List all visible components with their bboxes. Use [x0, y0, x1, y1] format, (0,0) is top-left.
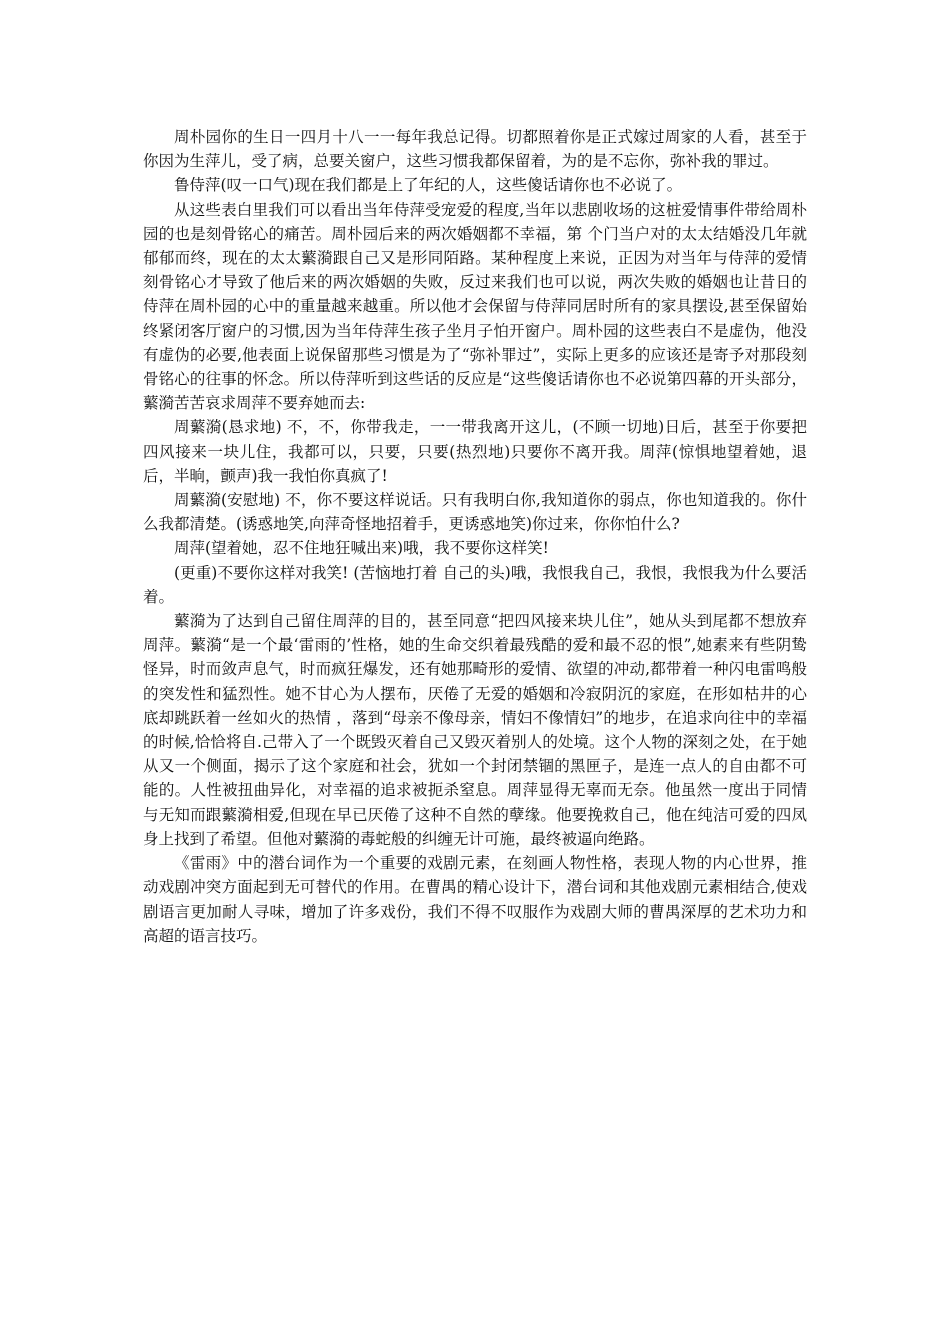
dialogue-zhou-fanyi-plea: 周蘩漪(恳求地) 不，不，你带我走，一一带我离开这儿，(不顾一切地)日后，甚至于你要把四风接来一块儿住，我都可以，只要，只要(热烈地)只要你不离开我。周萍(惊惧地望着她，退后，半晌，颤声)我一我怕你真疯了!: [143, 418, 807, 485]
conclusion-paragraph: 《雷雨》中的潜台词作为一个重要的戏剧元素，在刻画人物性格，表现人物的内心世界，推动戏剧冲突方面起到无可替代的作用。在曹禺的精心设计下，潜台词和其他戏剧元素相结合,使戏剧语言更加耐人寻味，增加了许多戏份，我们不得不叹服作为戏剧大师的曹禺深厚的艺术功力和高超的语言技巧。: [143, 854, 807, 945]
analysis-zhou-puyuan: 从这些表白里我们可以看出当年侍萍受宠爱的程度,当年以悲剧收场的这桩爱情事件带给周朴园的也是刻骨铭心的痛苦。周朴园后来的两次婚姻都不幸福，第 个门当户对的太太结婚没几年就郁郁而终，现在的太太蘩漪跟自己又是形同陌路。某种程度上来说，正因为对当年与侍萍的爱情刻骨铭心才导致了他后来的两次婚姻的失败，反过来我们也可以说，两次失败的婚姻也让昔日的侍萍在周朴园的心中的重量越来越重。所以他才会保留与侍萍同居时所有的家具摆设,甚至保留始终紧闭客厅窗户的习惯,因为当年侍萍生孩子坐月子怕开窗户。周朴园的这些表白不是虚伪，他没有虚伪的必要,他表面上说保留那些习惯是为了“弥补罪过”，实际上更多的应该还是寄予对那段刻骨铭心的往事的怀念。所以侍萍听到这些话的反应是“这些傻话请你也不必说第四幕的开头部分，蘩漪苦苦哀求周萍不要弃她而去:: [143, 200, 807, 413]
dialogue-lu-shiping: 鲁侍萍(叹一口气)现在我们都是上了年纪的人，这些傻话请你也不必说了。: [174, 176, 683, 195]
analysis-fanyi: 蘩漪为了达到自己留住周萍的目的，甚至同意“把四风接来块儿住”，她从头到尾都不想放弃周萍。蘩漪“是一个最‘雷雨的’性格，她的生命交织着最残酷的爱和最不忍的恨”,她素来有些阴鸷怪异，时而敛声息气，时而疯狂爆发，还有她那畸形的爱情、欲望的冲动,都带着一种闪电雷鸣般的突发性和猛烈性。她不甘心为人摆布，厌倦了无爱的婚姻和冷寂阴沉的家庭，在形如枯井的心底却跳跃着一丝如火的热情 ，落到“母亲不像母亲，情妇不像情妇”的地步，在追求向往中的幸福的时候,恰恰将自.己带入了一个既毁灭着自己又毁灭着别人的处境。这个人物的深刻之处，在于她从又一个侧面，揭示了这个家庭和社会，犹如一个封闭禁锢的黑匣子，是连一点人的自由都不可能的。人性被扭曲异化，对幸福的追求被扼杀窒息。周萍显得无辜而无奈。他虽然一度出于同情与无知而跟蘩漪相爱,但现在早已厌倦了这种不自然的孽缘。他要挽救自己，他在纯洁可爱的四凤身上找到了希望。但他对蘩漪的毒蛇般的纠缠无计可施，最终被逼向绝路。: [143, 612, 807, 848]
dialogue-zhou-fanyi-comfort: 周蘩漪(安慰地) 不，你不要这样说话。只有我明白你,我知道你的弱点，你也知道我的。你什么我都清楚。(诱惑地笑,向萍奇怪地招着手，更诱惑地笑)你过来，你你怕什么?: [143, 491, 807, 534]
dialogue-stage-direction: (更重)不要你这样对我笑! (苦恼地打着 自己的头)哦，我恨我自己，我恨，我恨我为什么要活着。: [143, 563, 807, 606]
dialogue-zhou-ping: 周萍(望着她，忍不住地狂喊出来)哦，我不要你这样笑!: [174, 539, 549, 558]
dialogue-zhou-puyuan: 周朴园你的生日一四月十八一一每年我总记得。切都照着你是正式嫁过周家的人看，甚至于你因为生萍儿，受了病，总要关窗户，这些习惯我都保留着，为的是不忘你，弥补我的罪过。: [143, 128, 807, 171]
document-page: [143, 125, 807, 948]
